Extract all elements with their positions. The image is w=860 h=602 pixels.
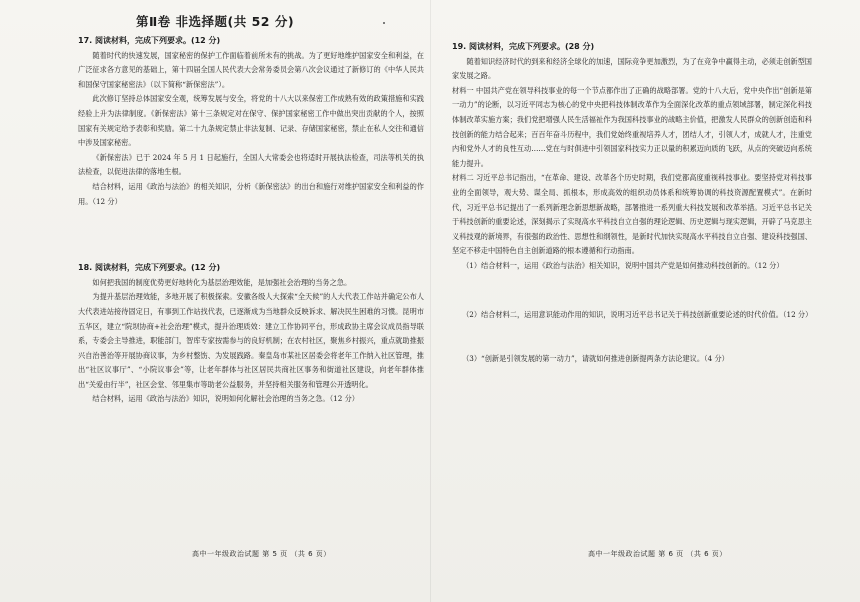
answer-space bbox=[452, 274, 812, 308]
answer-space bbox=[78, 209, 424, 261]
right-column bbox=[452, 40, 812, 367]
answer-space bbox=[452, 322, 812, 352]
q19-intro: 随着知识经济时代的到来和经济全球化的加速，国际竞争更加激烈，为了在竞争中赢得主动，必须走创新型国家发展之路。 bbox=[452, 56, 812, 81]
footer-page-6: 高中一年级政治试题 第 6 页 （共 6 页） bbox=[588, 550, 727, 558]
page-fold bbox=[430, 0, 431, 602]
q18-prompt: 结合材料，运用《政治与法治》知识，说明如何化解社会治理的当务之急。（12 分） bbox=[92, 394, 359, 404]
footer-page-5: 高中一年级政治试题 第 5 页 （共 6 页） bbox=[192, 550, 331, 558]
q17-paragraph-3: 《新保密法》已于 2024 年 5 月 1 日起施行，全国人大常委会也将适时开展执法检查，司法等机关的执法检查，以促进法律的落地生根。 bbox=[78, 152, 424, 177]
q19-subquestion-2: （2）结合材料二，运用意识能动作用的知识，说明习近平总书记关于科技创新重要论述的时代价值。（12 分） bbox=[462, 309, 813, 319]
q19-subquestion-1: （1）结合材料一，运用《政治与法治》相关知识，说明中国共产党是如何推动科技创新的。（12 分） bbox=[462, 260, 784, 270]
q19-material-1: 材料一 中国共产党在领导科技事业的每一个节点都作出了正确的战略部署。党的十八大后，党中央作出“创新是第一动力”的论断，以习近平同志为核心的党中央把科技体制改革作为全面深化改革的重点领域部署，制定深化科技体制改革实施方案；我们党把增强人民生活福祉作为我国科技事业的战略主价值，把激发人民群众的创新创造和科技创新的能力结合起来；百百年奋斗历程中，我们党始终重视培养人才，团结人才，引领人才，成就人才，注重党内和党外人才的良性互动……党在与时俱进中引领国家科技实力正以量的积累迈向质的飞跃，从点的突破迈向系统能力提升。 bbox=[452, 85, 812, 168]
question-17 bbox=[78, 34, 424, 209]
q17-prompt: 结合材料，运用《政治与法治》的相关知识，分析《新保密法》的出台和施行对维护国家安全和利益的作用。（12 分） bbox=[78, 181, 424, 206]
question-19 bbox=[452, 40, 812, 367]
question-17-title: 17. 阅读材料，完成下列要求。(12 分) bbox=[78, 36, 221, 45]
q17-paragraph-1: 随着时代的快速发展，国家秘密的保护工作面临着前所未有的挑战。为了更好地维护国家安全和利益，在广泛征求各方意见的基础上，第十四届全国人民代表大会常务委员会第八次会议通过了新修订的《中华人民共和国保守国家秘密法》（以下简称“新保密法”）。 bbox=[78, 50, 424, 89]
section-title: 第Ⅱ卷 非选择题(共 52 分) bbox=[135, 14, 295, 29]
question-18-title: 18. 阅读材料，完成下列要求。(12 分) bbox=[78, 263, 221, 273]
q19-material-2: 材料二 习近平总书记指出，“在革命、建设、改革各个历史时期，我们党都高度重视科技事业。要坚持党对科技事业的全面领导，观大势、谋全局、抓根本，形成高效的组织动员体系和统筹协调的科技资源配置模式”。在新时代，习近平总书记提出了一系列新理念新思想新战略，部署推进一系列重大科技发展和改革举措。习近平总书记关于科技创新的重要论述，深刻揭示了实现高水平科技自立自强的理论逻辑、历史逻辑与现实逻辑，开辟了马克思主义科技观的新境界，有很强的政治性、思想性和纲领性，是新时代加快实现高水平科技自立自强、建设科技强国、坚定不移走中国特色自主创新道路的根本遵循和行动指南。 bbox=[452, 173, 812, 256]
question-19-title: 19. 阅读材料，完成下列要求。(28 分) bbox=[452, 42, 595, 51]
q19-subquestion-3: （3）“创新是引领发展的第一动力”，请就如何推进创新提两条方法论建议。（4 分） bbox=[462, 354, 729, 364]
left-column bbox=[78, 34, 424, 407]
question-18 bbox=[78, 261, 424, 407]
q17-paragraph-2: 此次修订坚持总体国家安全观，统筹发展与安全，将党的十八大以来保密工作成熟有效的政策措施和实践经验上升为法律制度。《新保密法》第十三条规定对在保守、保护国家秘密工作中做出突出贡献的个人，按照国家有关规定给予表彰和奖励。第二十九条规定禁止非法复制、记录、存储国家秘密，禁止在私人交往和通信中涉及国家秘密。 bbox=[78, 94, 424, 148]
q18-paragraph-2: 为提升基层治理效能，多地开展了积极探索。安徽各级人大探索“全天候”的人大代表工作站并确定公布人大代表进站接待固定日，有事到工作站找代表，已逐渐成为当地群众反映诉求、解决民生困难的习惯。昆明市五华区，建立“院坝协商+社会治理”模式，提升治理质效：建立工作协同平台，形成政协主席会议成员指导联系，专委会主导推进，职能部门，智库专家按需参与的良好机制；在农村社区，聚焦乡村振兴，重点就助推振兴自治善治等开展协商议事，为乡村整饬、为发展践路。秦皇岛市某社区居委会将老年工作纳入社区管理，推出“社区议事厅”、“小院议事会”等，让老年群体与社区居民共商社区事务和街道社区建设，向老年群体推出“关爱由行半”，社区会堂、邻里集市等助老公益服务，并坚持相关服务和管理公开透明化。 bbox=[78, 292, 424, 389]
q18-paragraph-1: 如何把我国的制度优势更好地转化为基层治理效能，是加强社会治理的当务之急。 bbox=[92, 277, 352, 287]
